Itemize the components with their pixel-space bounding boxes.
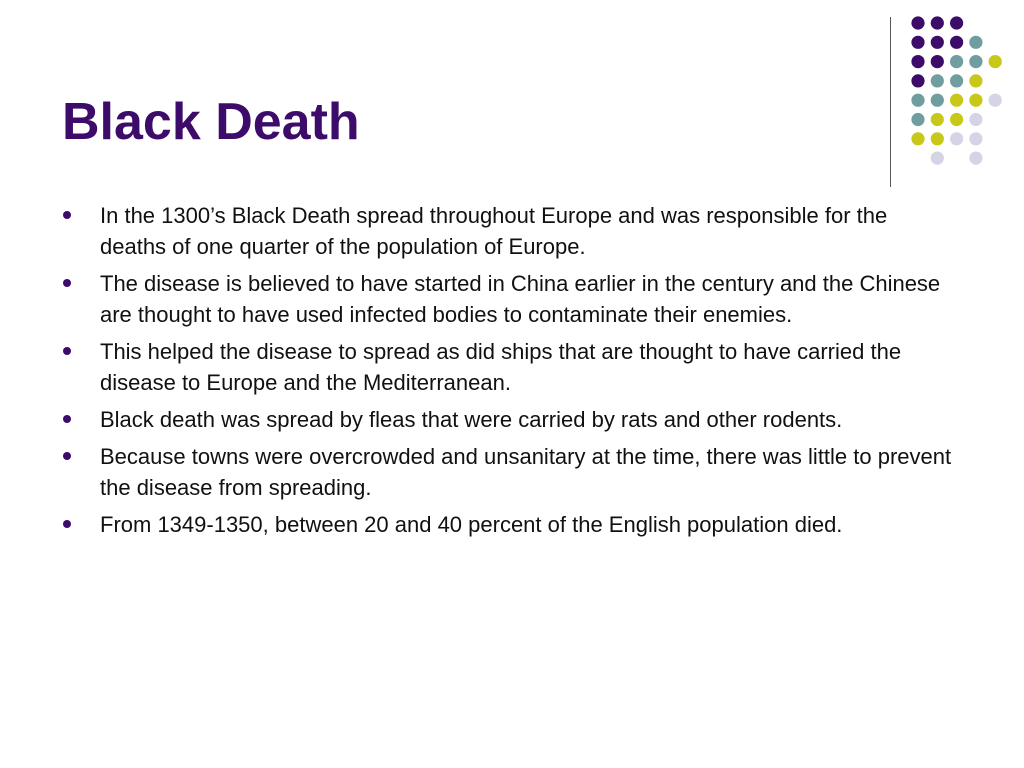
dot-purple-icon xyxy=(950,36,963,49)
bullet-dot-icon xyxy=(63,279,71,287)
dot-teal-icon xyxy=(931,94,944,107)
dot-purple-icon xyxy=(931,36,944,49)
dot-teal-icon xyxy=(969,55,982,68)
dot-teal-icon xyxy=(950,74,963,87)
bullet-text: The disease is believed to have started in China earlier in the century and the Chinese are thought to have used infected bodies to contaminate their enemies. xyxy=(100,271,941,327)
dot-teal-icon xyxy=(969,36,982,49)
bullet-item xyxy=(62,336,952,398)
dot-lavender-icon xyxy=(931,152,944,165)
dot-grid-ornament xyxy=(906,12,1006,172)
dot-purple-icon xyxy=(950,16,963,29)
dot-purple-icon xyxy=(911,55,924,68)
dot-purple-icon xyxy=(911,36,924,49)
dot-yellow-icon xyxy=(931,132,944,145)
dot-lavender-icon xyxy=(969,113,982,126)
bullet-dot-icon xyxy=(63,347,71,355)
dot-teal-icon xyxy=(911,94,924,107)
dot-yellow-icon xyxy=(911,132,924,145)
bullet-text: Black death was spread by fleas that were carried by rats and other rodents. xyxy=(100,407,843,432)
dot-yellow-icon xyxy=(950,113,963,126)
dot-yellow-icon xyxy=(989,55,1002,68)
dot-purple-icon xyxy=(911,74,924,87)
bullet-text: From 1349-1350, between 20 and 40 percent of the English population died. xyxy=(100,512,843,537)
dot-lavender-icon xyxy=(969,132,982,145)
dot-purple-icon xyxy=(931,55,944,68)
dot-teal-icon xyxy=(931,74,944,87)
bullet-item xyxy=(62,200,952,262)
dot-yellow-icon xyxy=(931,113,944,126)
dot-yellow-icon xyxy=(950,94,963,107)
dot-lavender-icon xyxy=(989,94,1002,107)
dot-lavender-icon xyxy=(950,132,963,145)
bullet-text: This helped the disease to spread as did ships that are thought to have carried the disease to Europe and the Mediterranean. xyxy=(100,339,902,395)
dot-yellow-icon xyxy=(969,94,982,107)
dot-teal-icon xyxy=(950,55,963,68)
bullet-text: Because towns were overcrowded and unsanitary at the time, there was little to prevent the disease from spreading. xyxy=(100,444,952,500)
bullet-item xyxy=(62,404,952,435)
bullet-text: In the 1300’s Black Death spread throughout Europe and was responsible for the deaths of one quarter of the population of Europe. xyxy=(100,203,888,259)
vertical-divider xyxy=(890,17,891,187)
bullet-list xyxy=(62,200,952,546)
bullet-dot-icon xyxy=(63,452,71,460)
bullet-dot-icon xyxy=(63,415,71,423)
dot-yellow-icon xyxy=(969,74,982,87)
bullet-item xyxy=(62,509,952,540)
dot-purple-icon xyxy=(911,16,924,29)
bullet-item xyxy=(62,441,952,503)
dot-lavender-icon xyxy=(969,152,982,165)
bullet-dot-icon xyxy=(63,211,71,219)
bullet-dot-icon xyxy=(63,520,71,528)
dot-purple-icon xyxy=(931,16,944,29)
slide-title: Black Death xyxy=(62,93,360,151)
bullet-item xyxy=(62,268,952,330)
dot-teal-icon xyxy=(911,113,924,126)
